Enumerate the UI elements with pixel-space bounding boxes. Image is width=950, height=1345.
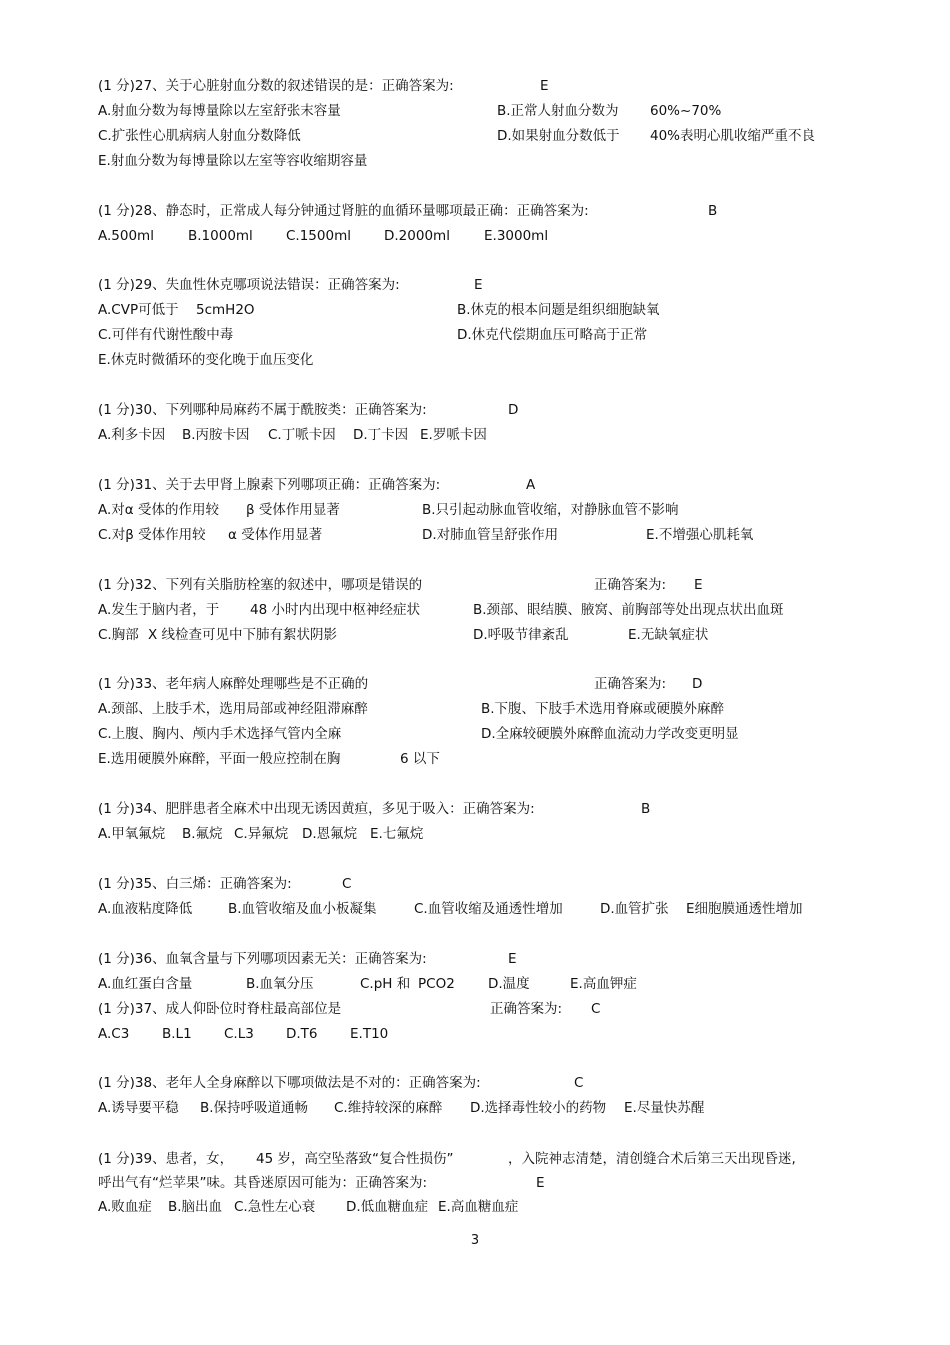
answer-35: C	[342, 876, 352, 892]
answer-28: B	[708, 203, 718, 219]
answer-36: E	[508, 951, 517, 967]
page-number: 3	[470, 1233, 480, 1248]
answer-29: E	[474, 277, 483, 293]
answer-30: D	[508, 402, 519, 418]
answer-33: D	[692, 676, 703, 692]
answer-37: C	[591, 1001, 601, 1017]
answer-34: B	[641, 801, 651, 817]
answer-32: E	[694, 577, 703, 593]
answer-38: C	[574, 1075, 584, 1091]
answer-27: E	[540, 78, 549, 94]
answer-39: E	[536, 1175, 545, 1191]
document-page: (1 分)27、关于心脏射血分数的叙述错误的是：正确答案为: E A.射血分数为每博量除以左室舒张末容量 B.正常人射血分数为 60%~70% C.扩张性心肌病病人射血分数降低 D.如果射血分数低于 40%表明心肌收缩严重不良 E.射血分数为每博量除以左室等容收缩期容量 (1 分)28、静态时，正常成人每分钟通过肾脏的血循环量哪项最正确：正确答案为: B A.500ml B.1000ml C.1500ml D.2000ml E.3000ml (1 分)29、失血性休克哪项说法错误：正确答案为: E A.CVP可低于 5cmH2O B.休克的根本问题是组织细胞缺氧 C.可伴有代谢性酸中毒 D.休克代偿期血压可略高于正常 E.休克时微循环的变化晚于血压变化 (1 分)30、下列哪种局麻药不属于酰胺类：正确答案为: D A.利多卡因 B.丙胺卡因 C.丁哌卡因 D.丁卡因 E.罗哌卡因 (1 分)31、关于去甲肾上腺素下列哪项正确：正确答案为: A A.对α 受体的作用较 β 受体作用显著 B.只引起动脉血管收缩，对静脉血管不影响 C.对β 受体作用较 α 受体作用显著 D.对肺血管呈舒张作用 E.不增强心肌耗氧 (1 分)32、下列有关脂肪栓塞的叙述中，哪项是错误的 正确答案为: E A.发生于脑内者，于 48 小时内出现中枢神经症状 B.颈部、眼结膜、腋窝、前胸部等处出现点状出血斑 C.胸部 X 线检查可见中下肺有絮状阴影 D.呼吸节律紊乱 E.无缺氧症状 (1 分)33、老年病人麻醉处理哪些是不正确的 正确答案为: D A.颈部、上肢手术，选用局部或神经阻滞麻醉 B.下腹、下肢手术选用脊麻或硬膜外麻醉 C.上腹、胸内、颅内手术选择气管内全麻 D.全麻较硬膜外麻醉血流动力学改变更明显 E.选用硬膜外麻醉，平面一般应控制在胸 6 以下 (1 分)34、肥胖患者全麻术中出现无诱因黄疸，多见于吸入：正确答案为: B A.甲氧氟烷 B.氟烷 C.异氟烷 D.恩氟烷 E.七氟烷 (1 分)35、白三烯：正确答案为: C A.血液粘度降低 B.血管收缩及血小板凝集 C.血管收缩及通透性增加 D.血管扩张 E细胞膜通透性增加 (1 分)36、血氧含量与下列哪项因素无关：正确答案为: E A.血红蛋白含量 B.血氧分压 C.pH 和 PCO2 D.温度 E.高血钾症 (1 分)37、成人仰卧位时脊柱最高部位是 正确答案为: C A.C3 B.L1 C.L3 D.T6 E.T10 (1 分)38、老年人全身麻醉以下哪项做法是不对的：正确答案为: C A.诱导要平稳 B.保持呼吸道通畅 C.维持较深的麻醉 D.选择毒性较小的药物 E.尽量快苏醒 (1 分)39、患者，女， 45 岁，高空坠落致“复合性损伤” ，入院神志清楚，清创缝合术后第三天出现昏迷, 呼出气有“烂苹果”味。其昏迷原因可能为：正确答案为: E A.败血症 B.脑出血 C.急性左心衰 D.低血糖血症 E.高血糖血症 3	[0, 0, 950, 1345]
answer-31: A	[526, 477, 536, 493]
